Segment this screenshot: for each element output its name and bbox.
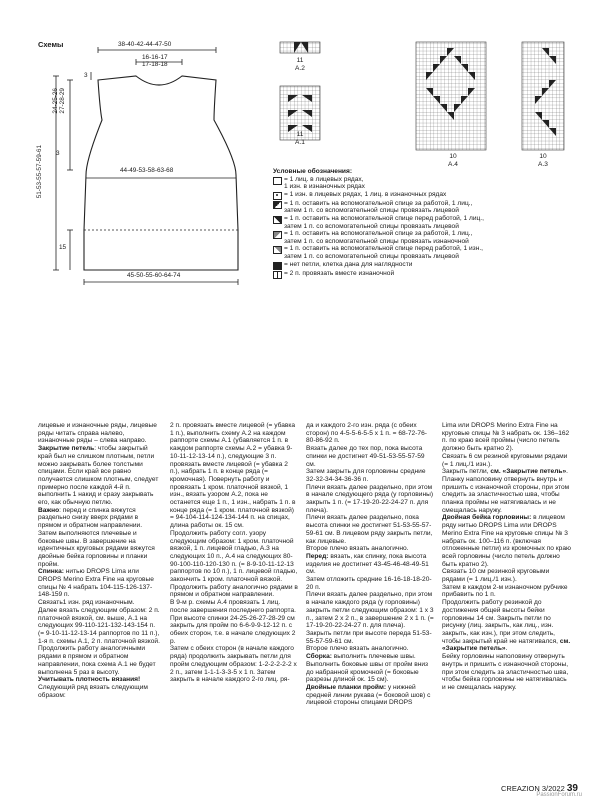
paragraph: [38, 607, 162, 676]
paragraph: [306, 468, 434, 483]
paragraph-text: выполнить плечевые швы.: [331, 653, 416, 661]
paragraph: [306, 545, 434, 553]
paragraph: [306, 684, 434, 707]
paragraph: [442, 476, 572, 515]
paragraph-text: Выполнить боковые швы от пройм вниз до набранной кромочной (= боковые разрезы длиной ок. 15 см).: [306, 660, 429, 684]
grid-a2-name: A.2: [295, 65, 305, 72]
paragraph-text: лицевые и изнаночные ряды, лицевые ряды читать справа налево, изнаночные ряды – слева направо.: [38, 422, 157, 445]
paragraph: [38, 599, 162, 607]
paragraph-text: Планку наполовину отвернуть внутрь и пришить с изнаночной стороны, при этом следить за эластичностью шва, чтобы планка проймы не натягивалась и не смещалась наружу.: [442, 475, 570, 514]
tri-rp-symbol-icon: [273, 246, 282, 254]
paragraph-text: : чтобы закрытый край был не слишком плотным, петли можно закрывать более толстыми спицами. Если край все равно получается слишком плотным, следует примерно после каждой 4-й п. выполнить 1 накид и сразу закрывать его, как обычную петлю.: [38, 445, 159, 507]
top-width-label: 38-40-42-44-47-50: [118, 41, 172, 48]
paragraph-text: Плечи вязать далее раздельно, при этом в начале каждого ряда (у горловины) закрыть петли следующим образом: 1 х 3 п., затем 2 х 2 п., в завершение 2 х 1 п. (= 17-19-20-22-24-27 п. для плеча).: [306, 591, 434, 630]
paragraph-text: Связать 6 см резиной круговыми рядами (= 1 лиц./1 изн.).: [442, 452, 568, 468]
paragraph: [170, 599, 298, 614]
paragraph-text: 2 п. провязать вместе лицевой (= убавка 1 п.), выполнить схему А.2 на каждом раппорте схемы А.1 (убавляется 1 п. в каждом раппорте схемы А.2 = убавка 9-10-11-12-13-14 п.), следующие 3 п. провязать вместе лицевой (= убавка 2 п.), набрать 1 п. в конце ряда (= кромочная). Повернуть работу и провязать 1 кром. платочной вязкой, 1 изн., вязать узором А.2, пока не останется еще 1 п., 1 изн., набрать 1 п. в конце ряда (= 1 кром. платочной вязкой) = 94-104-114-124-134-144 п. на спицах, длина работы ок. 15 см.: [170, 422, 296, 530]
paragraph-text: Второе плечо вязать аналогично.: [306, 645, 409, 653]
paragraph-text: Связать 10 см резинкой круговыми рядами (= 1 лиц./1 изн.).: [442, 568, 550, 584]
instructions-columns: [38, 422, 590, 707]
legend-item-text: = 1 п. оставить на вспомогательной спице за работой, 1 лиц., затем 1 п. со вспомогательной спицы провязать изнаночной: [284, 230, 473, 245]
legend-item-text: = 1 п. оставить на вспомогательной спице за работой, 1 лиц., затем 1 п. со вспомогательной спицы провязать лицевой: [284, 199, 473, 215]
paragraph-text: Закрыть петли,: [442, 468, 491, 476]
bold-heading: Спинка:: [38, 568, 64, 576]
paragraph-text: у нижней средней линии рукава (= боковой шов) с лицевой стороны спицами DROPS: [306, 683, 431, 707]
bold-heading: Закрытие петель: [38, 445, 95, 453]
legend-item-text: = 1 изн. в лицевых рядах, 1 лиц. в изнаночных рядах: [284, 190, 447, 198]
paragraph: [442, 653, 572, 692]
watermark: PassionForum.ru: [536, 792, 582, 798]
legend-item-text: = 1 лиц. в лицевых рядах, 1 изн. в изнаночных рядах: [284, 175, 365, 191]
paragraph-text: Далее вязать следующим образом: 2 п. платочной вязкой, см. выше, А.1 на следующих 99-110-121-132-143-154 п. (= 9-10-11-12-13-14 раппортов по 11 п.), 1-я п. схемы А.1, 2 п. платочной вязкой. Продолжить работу аналогичными рядами в прямом и обратном направлении, пока схема А.1 не будет выполнена 5 раз в высоту.: [38, 606, 160, 676]
grid-a1-count: 11: [296, 131, 304, 138]
legend-heading: Условные обозначения:: [273, 168, 353, 175]
grid-a1-name: A.1: [295, 139, 305, 146]
grid-a4-name: A.4: [448, 161, 458, 168]
paragraph-text: вязать, как спинку, пока высота изделия не достигнет 43-45-46-48-49-51 см.: [306, 552, 429, 576]
grid-a3: [522, 42, 564, 150]
grid-a3-count: 10: [539, 153, 547, 160]
grid-a4: [416, 42, 486, 150]
bottom-width-label: 45-50-55-60-64-74: [127, 272, 181, 279]
paragraph-text: Следующий ряд вязать следующим образом:: [38, 683, 148, 699]
armhole-marker-label: 3: [56, 150, 60, 157]
paragraph: [442, 514, 572, 568]
bold-heading: Важно: [38, 506, 60, 514]
column-2: [170, 422, 298, 707]
page-number: 39: [566, 783, 578, 794]
paragraph: [306, 645, 434, 653]
legend-item-text: = нет петли, клетка дана для наглядности: [284, 260, 413, 268]
legend-item: [273, 230, 588, 245]
paragraph-text: да и каждого 2-го изн. ряда (с обеих сторон) по 4-5-5-6-5-5 х 1 п. = 68-72-76-80-86-92 п.: [306, 422, 427, 445]
garment-schematic: [36, 40, 266, 290]
paragraph-text: Вязать далее до тех пор, пока высота спинки не достигнет 49-51-53-55-57-59 см.: [306, 445, 425, 468]
rib-height-label: 15: [59, 244, 67, 251]
bold-heading: Двойные планки пройм:: [306, 683, 387, 691]
paragraph: [306, 422, 434, 445]
paragraph-text: При высоте спинки 24-25-26-27-28-29 см закрыть для пройм по 6-6-9-9-12-12 п. с обеих сторон, т.е. в начале следующих 2 р.: [170, 614, 296, 645]
paragraph: [38, 684, 162, 699]
paragraph: [442, 468, 572, 476]
paragraph-text: .: [566, 468, 568, 476]
empty-symbol-icon: [273, 177, 282, 185]
paragraph: [306, 653, 434, 661]
paragraph-text: Затем в каждом 2-м изнаночном рубчике прибавить по 1 п.: [442, 583, 568, 599]
paragraph-text: Закрыть петли при высоте переда 51-53-55-57-59-61 см.: [306, 629, 432, 645]
paragraph-text: Затем с обеих сторон (в начале каждого ряда) продолжить закрывать петли для пройм следующим образом: 1-2-2-2-2-2 х 2 п., затем 1-1-1-3-3-5 х 1 п. Затем закрыть в начале каждого 2-го лиц. ря-: [170, 645, 297, 684]
tri-l-symbol-icon: [273, 201, 282, 209]
paragraph: [38, 507, 162, 569]
paragraph: [442, 453, 572, 468]
paragraph: [306, 553, 434, 576]
column-3: [306, 422, 434, 707]
legend-item: [273, 261, 588, 270]
dec-symbol-icon: [273, 271, 282, 279]
tri-lp-symbol-icon: [273, 231, 282, 239]
bold-heading: Двойная бейка горловины:: [442, 514, 532, 522]
legend-item-text: = 1 п. оставить на вспомогательной спице перед работой, 1 лиц., затем 1 п. со вспомогательной спицы провязать лицевой: [284, 214, 484, 230]
chest-width-label: 44-49-53-58-63-68: [120, 167, 174, 174]
paragraph: [170, 645, 298, 684]
column-4: [442, 422, 572, 707]
paragraph: [38, 568, 162, 599]
paragraph: [442, 599, 572, 653]
paragraph: [442, 568, 572, 583]
bold-reference: см. «Закрытие петель»: [442, 637, 571, 653]
legend-item-text: = 2 п. провязать вместе изнаночной: [284, 269, 395, 277]
chart-grids-a3-a4: [412, 40, 582, 160]
paragraph-text: Затем отложить средние 16-16-18-18-20-20 п.: [306, 576, 432, 591]
dot-symbol-icon: [273, 192, 282, 200]
armhole-height-label: 24-25-26 27-28-29: [52, 88, 66, 114]
column-1: [38, 422, 162, 707]
paragraph: [306, 484, 434, 515]
paragraph-text: Связать1 изн. ряд изнаночным.: [38, 599, 135, 607]
paragraph: [306, 576, 434, 591]
paragraph: [442, 422, 572, 453]
paragraph-text: нитью DROPS Lima или DROPS Merino Extra Fine на круговые спицы № 4 набрать 104-115-126-137-148-159 п.: [38, 568, 154, 599]
paragraph-text: Lima или DROPS Merino Extra Fine на круговые спицы № 3 набрать ок. 136–162 п. по краю всей проймы (число петель должно быть кратно 2).: [442, 422, 570, 453]
paragraph-text: в лицевом ряду нитью DROPS Lima или DROPS Merino Extra Fine на круговые спицы № 3 набрать ок. 100–116 п. (включая отложенные петли) из кромочных по краю всей горловины (число петель должно быть кратно 2).: [442, 514, 571, 568]
grid-a2-count: 11: [296, 57, 304, 64]
bold-heading: Учитывать плотность вязания!: [38, 676, 141, 684]
paragraph-text: Бейку горловины наполовину отвернуть внутрь и пришить с изнаночной стороны, при этом следить за эластичностью шва, чтобы бейка горловины не натягивалась и не смещалась наружу.: [442, 653, 569, 691]
paragraph-text: Затем закрыть для горловины средние 32-32-34-34-36-36 п.: [306, 468, 426, 483]
schemes-title: Схемы: [38, 40, 64, 49]
paragraph-text: Второе плечо вязать аналогично.: [306, 545, 409, 553]
paragraph-text: Плечи вязать далее раздельно, при этом в начале следующего ряда (у горловины) закрыть 1 п. (= 17-19-20-22-24-27 п. для плеча).: [306, 483, 434, 514]
bold-heading: Сборка:: [306, 653, 332, 661]
paragraph: [170, 422, 298, 530]
paragraph-text: : перед и спинка вяжутся раздельно снизу вверх рядами в прямом и обратном направлении. Затем выполняются плечевые и боковые швы. В завершение на идентичных круговых рядами вяжутся двойные бейка горловины и планки пройм.: [38, 506, 155, 568]
paragraph: [306, 591, 434, 630]
legend-item: [273, 200, 588, 215]
paragraph: [170, 615, 298, 646]
legend-item: [273, 270, 588, 279]
legend-item: [273, 245, 588, 260]
legend-item-text: = 1 п. оставить на вспомогательной спице перед работой, 1 изн., затем 1 п. со вспомогательной спицы провязать лицевой: [284, 245, 484, 260]
black-symbol-icon: [273, 262, 282, 270]
grid-a3-name: A.3: [538, 161, 548, 168]
paragraph: [170, 530, 298, 599]
paragraph-text: .: [505, 645, 508, 653]
shoulder-label: 3: [84, 72, 88, 79]
grid-a4-count: 10: [449, 153, 457, 160]
grid-a2: [280, 42, 320, 53]
paragraph-text: Продолжить работу резинкой до достижения общей высоты бейки горловины 14 см. Закрыть петли по рисунку (лиц. закрыть, как лиц., изн. закрыть, как изн.), при этом следить, чтобы закрытый край не натягивался,: [442, 599, 560, 645]
bold-heading: Перед:: [306, 552, 329, 560]
paragraph-text: В 9-м р. схемы А.4 провязать 1 лиц. после завершения последнего раппорта.: [170, 599, 296, 614]
paragraph-text: Продолжить работу согл. узору следующим образом: 1 кром. платочной вязкой, 1 п. лицевой гладью, А.3 на следующих 10 п., А.4 на следующих 80-90-100-110-120-130 п. (= 8-9-10-11-12-13 раппортов по 10 п.), 1 п. лицевой гладью, закончить 1 кром. платочной вязкой. Продолжить работу аналогично рядами в прямом и обратном направлении.: [170, 529, 298, 599]
paragraph: [38, 676, 162, 684]
paragraph: [38, 422, 162, 445]
total-height-label: 51-53-55-57-59-61: [36, 145, 43, 199]
tri-r-symbol-icon: [273, 216, 282, 224]
paragraph: [306, 630, 434, 645]
paragraph: [306, 514, 434, 545]
paragraph: [442, 584, 572, 599]
paragraph: [38, 445, 162, 507]
bold-reference: см. «Закрытие петель»: [490, 468, 567, 476]
legend-item: [273, 191, 588, 200]
paragraph-text: Плечи вязать далее раздельно, пока высота спинки не достигнет 51-53-55-57-59-61 см. В лицевом ряду закрыть петли, как лицевые.: [306, 514, 433, 545]
legend-item: [273, 215, 588, 230]
legend: [273, 168, 588, 279]
legend-item: [273, 176, 588, 191]
paragraph: [306, 661, 434, 684]
neck-width-label: 16-16-17 17-18-18: [142, 54, 168, 68]
paragraph: [306, 445, 434, 468]
magazine-label: CREAZION 3/2022: [501, 784, 565, 793]
